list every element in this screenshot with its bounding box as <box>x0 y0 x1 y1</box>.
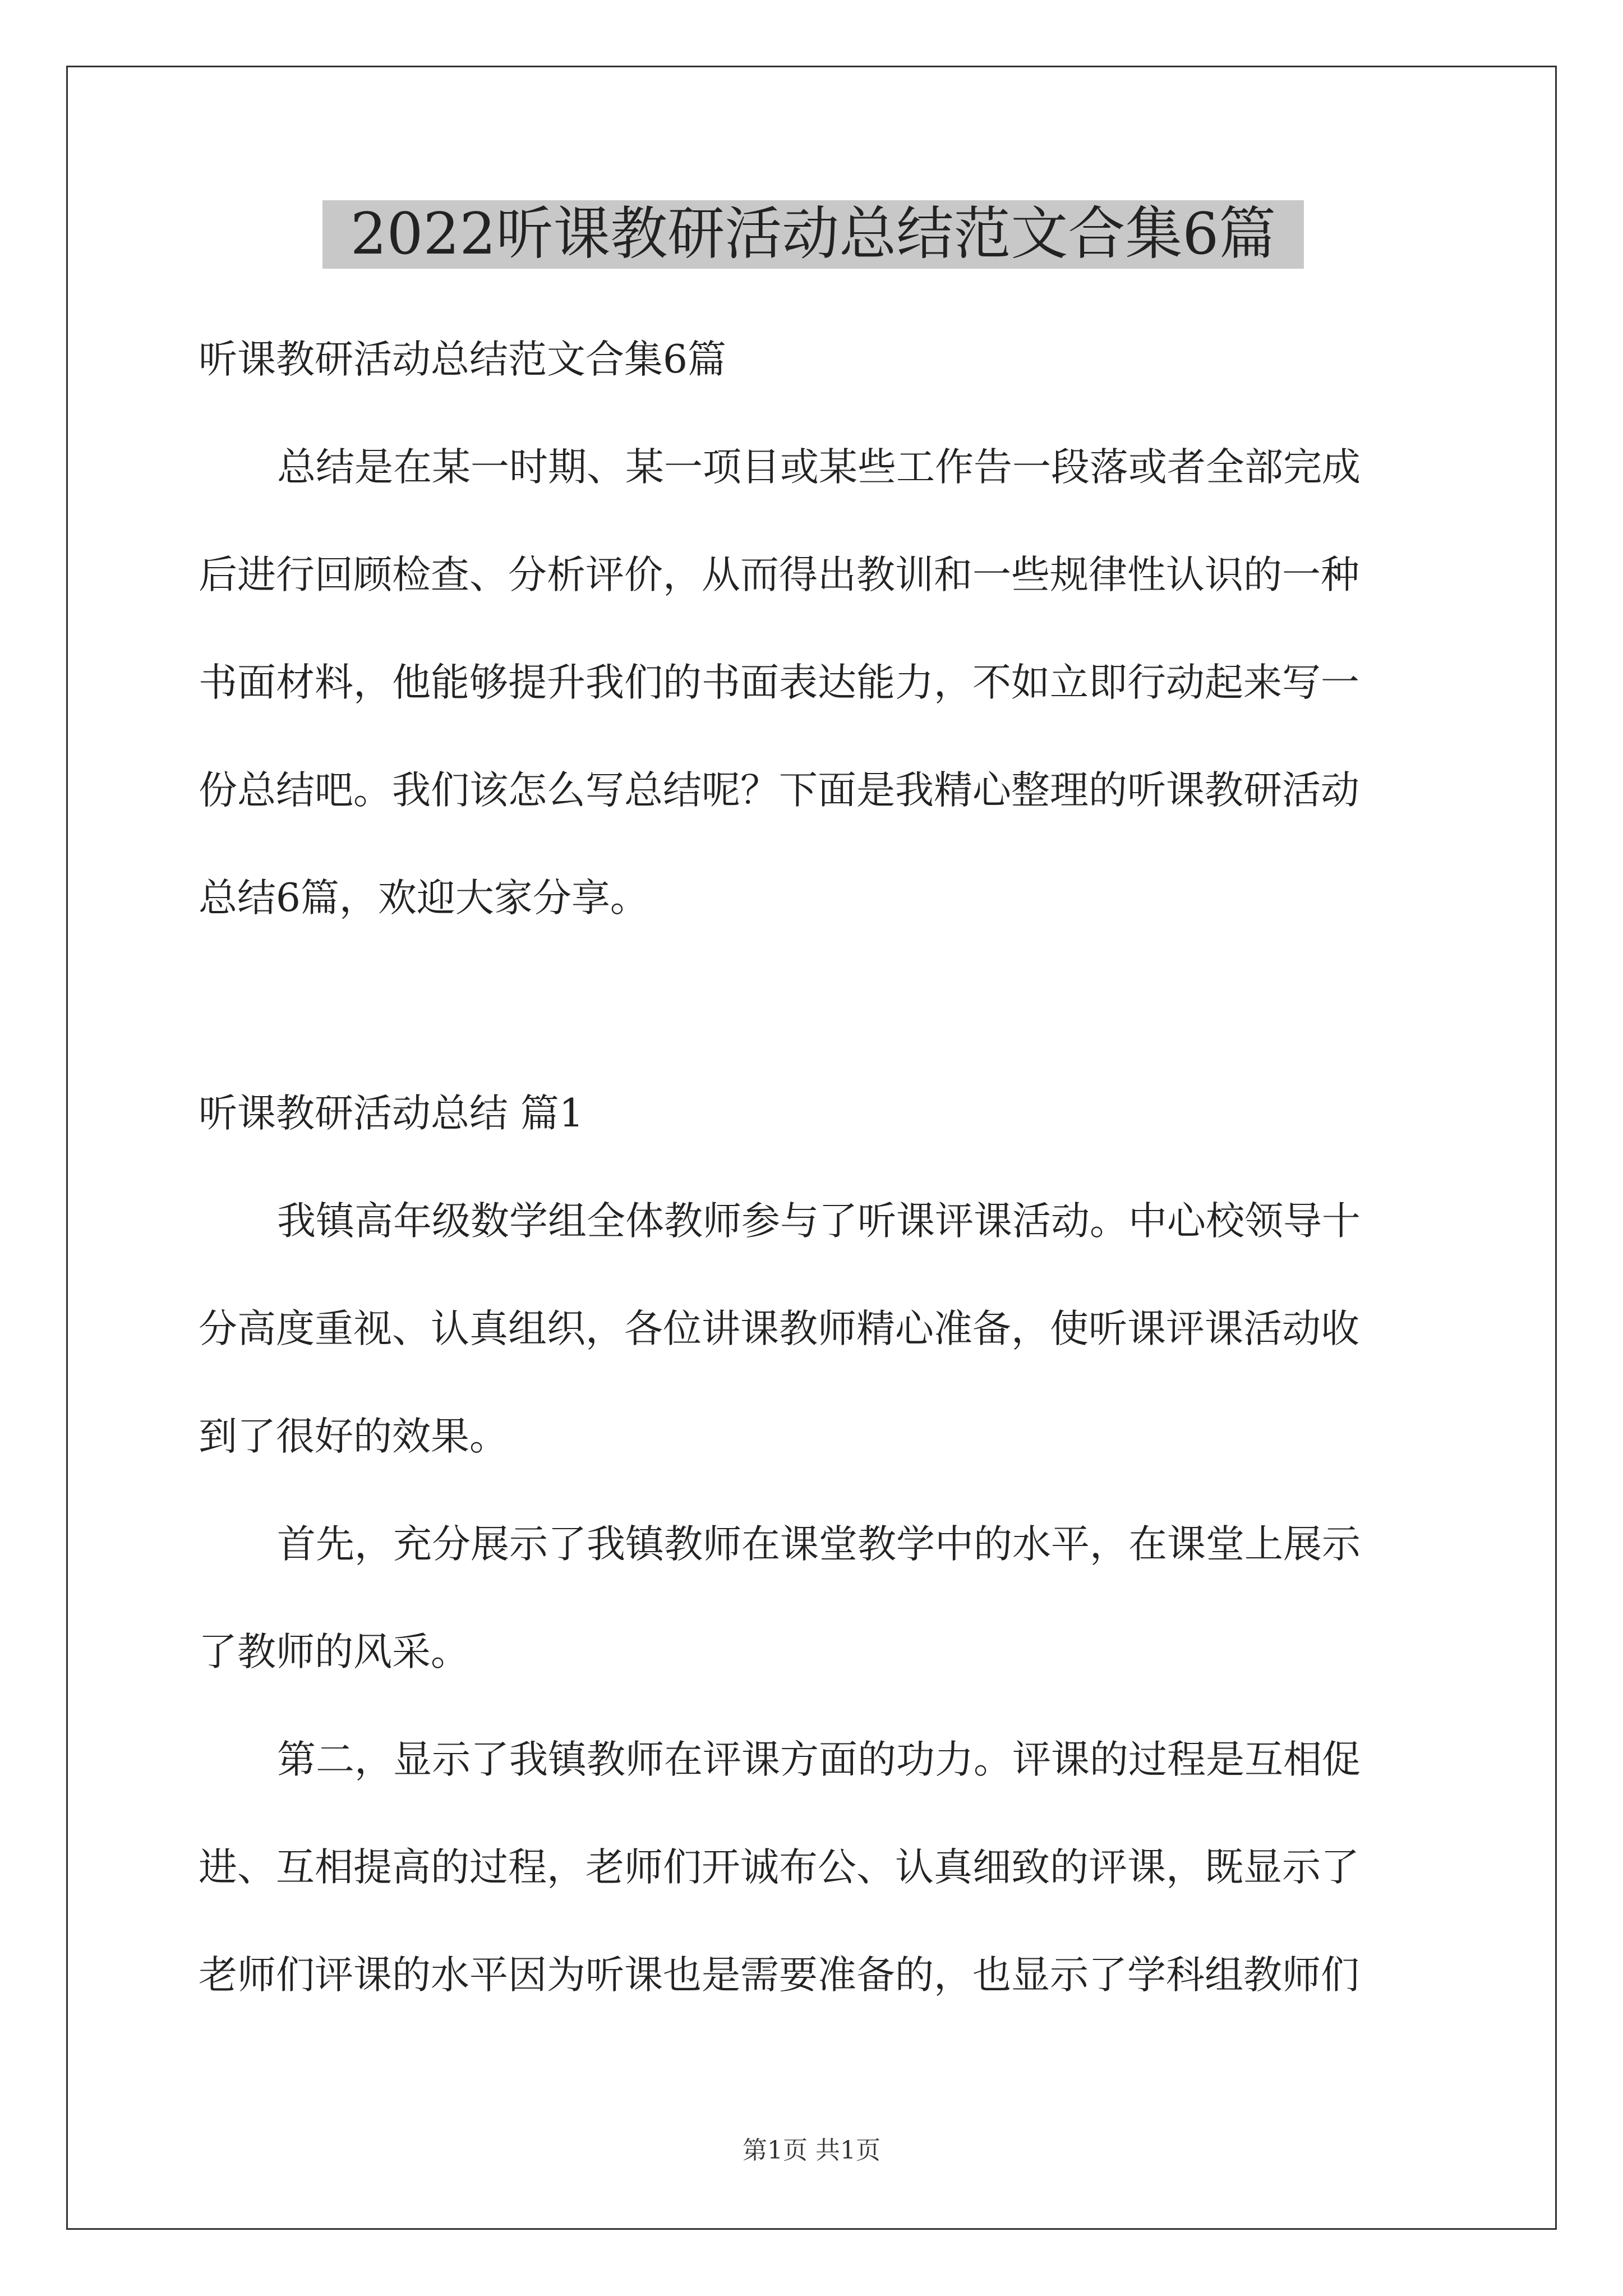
paragraph-line: 了教师的风采。 <box>199 1630 469 1674</box>
paragraph-line: 老师们评课的水平因为听课也是需要准备的，也显示了学科组教师们 <box>199 1953 1359 1998</box>
spacer <box>199 952 1432 1060</box>
paragraph-line: 第二，显示了我镇教师在评课方面的功力。评课的过程是互相促 <box>277 1737 1361 1782</box>
paragraph-line: 到了很好的效果。 <box>199 1414 508 1459</box>
intro-line: 总结是在某一时期、某一项目或某些工作告一段落或者全部完成 <box>277 445 1361 490</box>
paragraph-line: 首先，充分展示了我镇教师在课堂教学中的水平，在课堂上展示 <box>277 1522 1361 1567</box>
intro-line: 总结6篇，欢迎大家分享。 <box>199 876 649 921</box>
paragraph-line: 我镇高年级数学组全体教师参与了听课评课活动。中心校领导十 <box>277 1199 1361 1244</box>
intro-line: 后进行回顾检查、分析评价，从而得出教训和一些规律性认识的一种 <box>199 553 1359 597</box>
intro-line: 份总结吧。我们该怎么写总结呢？下面是我精心整理的听课教研活动 <box>199 768 1359 813</box>
document-title: 2022听课教研活动总结范文合集6篇 <box>322 200 1304 269</box>
intro-line: 书面材料，他能够提升我们的书面表达能力，不如立即行动起来写一 <box>199 660 1359 705</box>
paragraph-line: 进、互相提高的过程，老师们开诚布公、认真细致的评课，既显示了 <box>199 1845 1359 1890</box>
section-heading: 听课教研活动总结 篇1 <box>199 1091 584 1136</box>
document-subtitle: 听课教研活动总结范文合集6篇 <box>199 337 726 382</box>
document-body <box>199 306 1432 2029</box>
page-number-footer: 第1页 共1页 <box>743 2136 880 2165</box>
paragraph-line: 分高度重视、认真组织，各位讲课教师精心准备，使听课评课活动收 <box>199 1306 1359 1351</box>
